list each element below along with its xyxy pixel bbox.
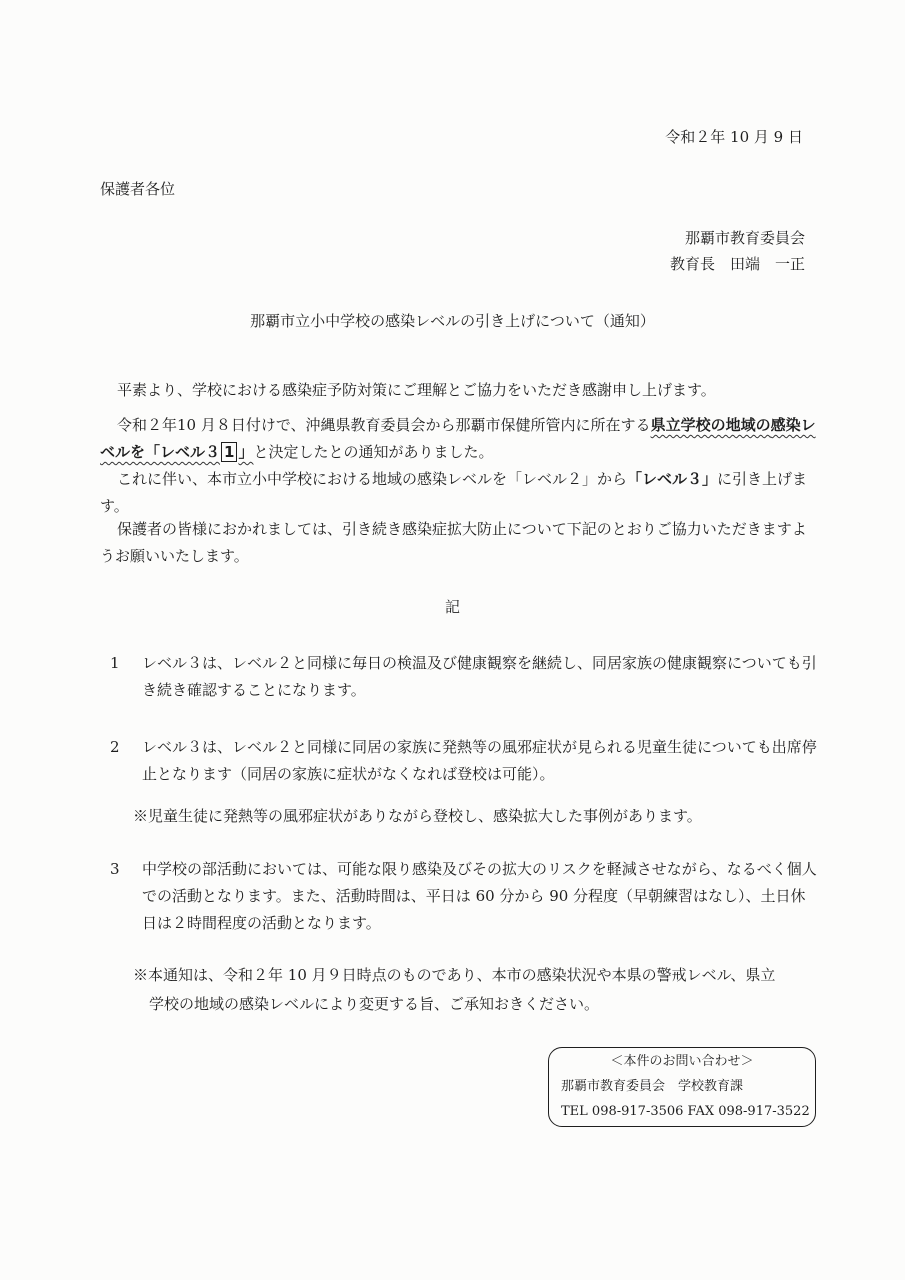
- ki-heading: 記: [444, 598, 460, 616]
- document-date: 令和２年 10 月 9 日: [665, 128, 803, 146]
- p3-bold: 「レベル３」: [627, 470, 718, 488]
- item-text: 中学校の部活動においては、可能な限り感染及びその拡大のリスクを軽減させながら、なるべく個人での活動となります。また、活動時間は、平日は 60 分から 90 分程度（早朝練習はなし）、土日休日は２時間程度の活動となります。: [142, 860, 817, 932]
- contact-box: [548, 1047, 816, 1127]
- list-item-1: [110, 650, 820, 704]
- p2-boxed-number: 1: [221, 442, 237, 462]
- contact-department: 那覇市教育委員会 学校教育課: [561, 1079, 744, 1094]
- note-1: ※児童生徒に発熱等の風邪症状がありながら登校し、感染拡大した事例があります。: [133, 807, 702, 825]
- list-item-3: [110, 856, 820, 937]
- contact-heading: ＜本件のお問い合わせ＞: [610, 1054, 754, 1069]
- document-title: 那覇市立小中学校の感染レベルの引き上げについて（通知）: [250, 312, 655, 330]
- p2-text-b: と決定したとの通知がありました。: [253, 443, 494, 461]
- item-number: 1: [110, 654, 120, 672]
- note-2-line-1: ※本通知は、令和２年 10 月９日時点のものであり、本市の感染状況や本県の警戒レベル、県立: [133, 966, 776, 984]
- item-text: レベル３は、レベル２と同様に同居の家族に発熱等の風邪症状が見られる児童生徒についても出席停止となります（同居の家族に症状がなくなれば登校は可能）。: [142, 738, 817, 783]
- p2-bold-2: 感染レベルを「レベル３: [100, 416, 816, 461]
- p2-text-a: 令和２年10 月８日付けで、沖縄県教育委員会から那覇市保健所管内に所在する: [117, 416, 651, 434]
- body-paragraph-4: 保護者の皆様におかれましては、引き続き感染症拡大防止について下記のとおりご協力いただきますようお願いいたします。: [100, 520, 807, 565]
- item-number: 2: [110, 738, 120, 756]
- p3-text-b: に引き上げます。: [100, 470, 808, 515]
- contact-phone: TEL 098-917-3506 FAX 098-917-3522: [561, 1104, 810, 1119]
- p2-bold-3: 」: [238, 443, 254, 461]
- p3-text-a: これに伴い、本市立小中学校における地域の感染レベルを「レベル２」から: [117, 470, 628, 488]
- list-item-2: [110, 734, 820, 788]
- sender-org: 那覇市教育委員会: [684, 229, 805, 247]
- body-paragraph-2: [100, 412, 820, 466]
- note-2-line-2: 学校の地域の感染レベルにより変更する旨、ご承知おきください。: [149, 995, 600, 1013]
- p2-bold-1: 県立学校の地域の: [650, 416, 771, 434]
- sender-person: 教育長 田端 一正: [669, 255, 805, 273]
- body-paragraph-1: 平素より、学校における感染症予防対策にご理解とご協力をいただき感謝申し上げます。: [117, 381, 716, 399]
- item-text: レベル３は、レベル２と同様に毎日の検温及び健康観察を継続し、同居家族の健康観察についても引き続き確認することになります。: [142, 654, 817, 699]
- body-paragraph-3: [100, 466, 820, 520]
- item-number: 3: [110, 860, 120, 878]
- recipient: 保護者各位: [100, 180, 176, 198]
